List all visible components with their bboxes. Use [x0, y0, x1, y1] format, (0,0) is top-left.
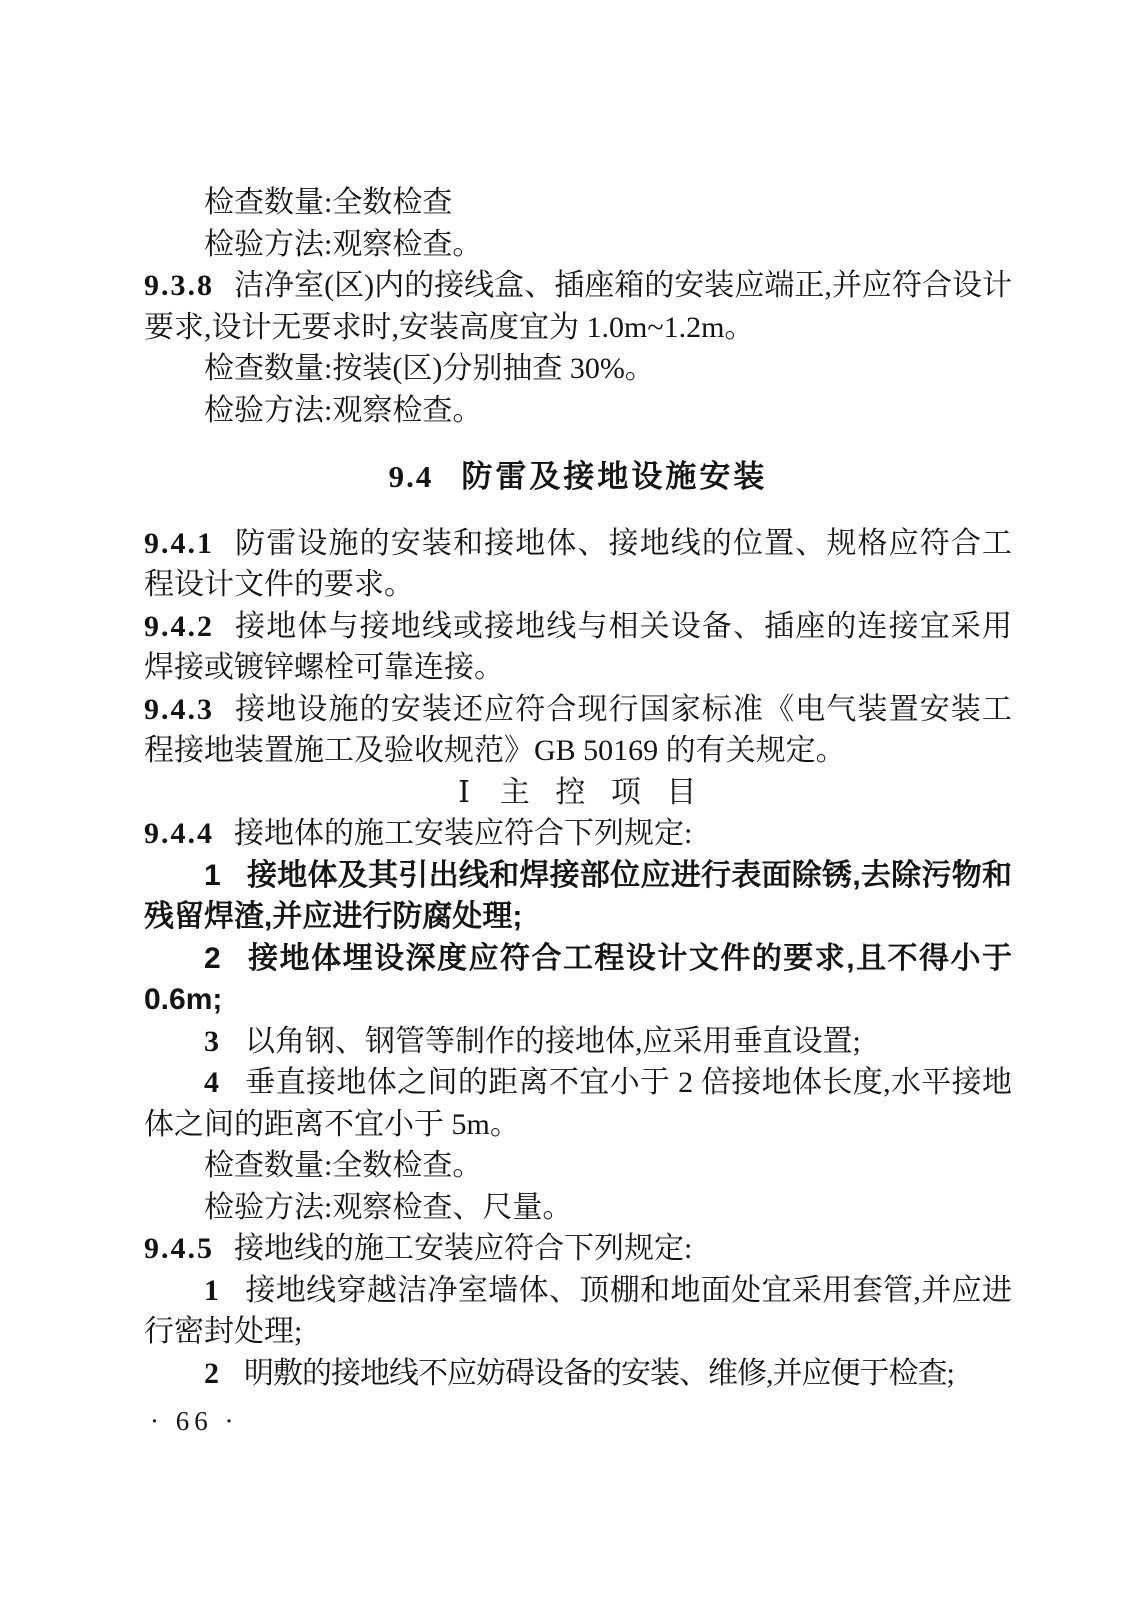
item-text: 以角钢、钢管等制作的接地体,应采用垂直设置;: [245, 1024, 861, 1058]
item-number: 1: [204, 858, 221, 892]
clause-9-4-2: [144, 606, 1012, 689]
check-method-line: 检验方法:观察检查。: [204, 227, 483, 261]
clause-9-4-4-number: 9.4.4: [144, 817, 214, 850]
clause-9-4-5-item-1: [144, 1270, 1012, 1353]
item-text: 接地线穿越洁净室墙体、顶棚和地面处宜采用套管,并应进行密封处理;: [144, 1273, 1012, 1348]
section-title: 防雷及接地设施安装: [461, 459, 768, 494]
clause-9-4-3: [144, 689, 1012, 772]
section-number: 9.4: [388, 459, 434, 494]
clause-9-3-8-number: 9.3.8: [144, 269, 214, 302]
clause-9-4-1-number: 9.4.1: [144, 526, 214, 560]
item-text: 明敷的接地线不应妨碍设备的安装、维修,并应便于检查;: [244, 1356, 954, 1390]
item-number: 1: [204, 1273, 219, 1307]
check-quantity-line: 检查数量:全数检查。: [204, 1149, 483, 1182]
clause-9-3-8-text: 洁净室(区)内的接线盒、插座箱的安装应端正,并应符合设计要求,设计无要求时,安装高度宜为 1.0m~1.2m。: [144, 269, 1012, 344]
check-quantity-line: 检查数量:按装(区)分别抽查 30%。: [204, 352, 655, 385]
clause-9-4-4-item-3: [144, 1021, 1012, 1063]
subsection-numeral: Ⅰ: [458, 775, 470, 809]
clause-9-4-4-item-4: [144, 1062, 1012, 1145]
clause-9-4-5-text: 接地线的施工安装应符合下列规定:: [234, 1232, 693, 1265]
item-number: 2: [204, 941, 221, 975]
item-text: 接地体埋设深度应符合工程设计文件的要求,且不得小于 0.6m;: [144, 941, 1012, 1016]
check-method-line: 检验方法:观察检查、尺量。: [204, 1190, 573, 1224]
section-9-4-heading: [144, 456, 1012, 498]
item-number: 3: [204, 1024, 219, 1058]
item-text: 垂直接地体之间的距离不宜小于 2 倍接地体长度,水平接地体之间的距离不宜小于 5m。: [144, 1066, 1012, 1141]
clause-9-4-1: [144, 523, 1012, 606]
clause-9-4-1-text: 防雷设施的安装和接地体、接地线的位置、规格应符合工程设计文件的要求。: [144, 526, 1012, 601]
clause-9-4-2-text: 接地体与接地线或接地线与相关设备、插座的连接宜采用焊接或镀锌螺栓可靠连接。: [144, 609, 1012, 684]
clause-9-4-3-text: 接地设施的安装还应符合现行国家标准《电气装置安装工程接地装置施工及验收规范》GB 50169 的有关规定。: [144, 692, 1012, 767]
check-quantity-line: 检查数量:全数检查: [204, 186, 453, 219]
clause-9-4-4-item-1: [144, 855, 1012, 938]
page-number: · 66 ·: [150, 1406, 239, 1436]
item-text: 接地体及其引出线和焊接部位应进行表面除锈,去除污物和残留焊渣,并应进行防腐处理;: [144, 858, 1012, 933]
clause-9-4-4-item-2: [144, 938, 1012, 1021]
item-number: 4: [204, 1066, 219, 1099]
clause-9-4-5-item-2: [144, 1353, 1012, 1395]
subsection-label: 主控项目: [499, 775, 722, 809]
clause-9-4-4-text: 接地体的施工安装应符合下列规定:: [234, 817, 693, 850]
check-method-line: 检验方法:观察检查。: [204, 393, 483, 427]
clause-9-4-5-number: 9.4.5: [144, 1232, 214, 1265]
clause-9-4-2-number: 9.4.2: [144, 609, 214, 643]
clause-9-4-5: [144, 1228, 1012, 1270]
page-content: [144, 182, 1012, 1394]
subsection-marker-main-control-items: [144, 772, 1012, 814]
item-number: 2: [204, 1356, 218, 1390]
clause-9-4-3-number: 9.4.3: [144, 692, 214, 726]
clause-9-4-4: [144, 813, 1012, 855]
clause-9-3-8: [144, 265, 1012, 348]
